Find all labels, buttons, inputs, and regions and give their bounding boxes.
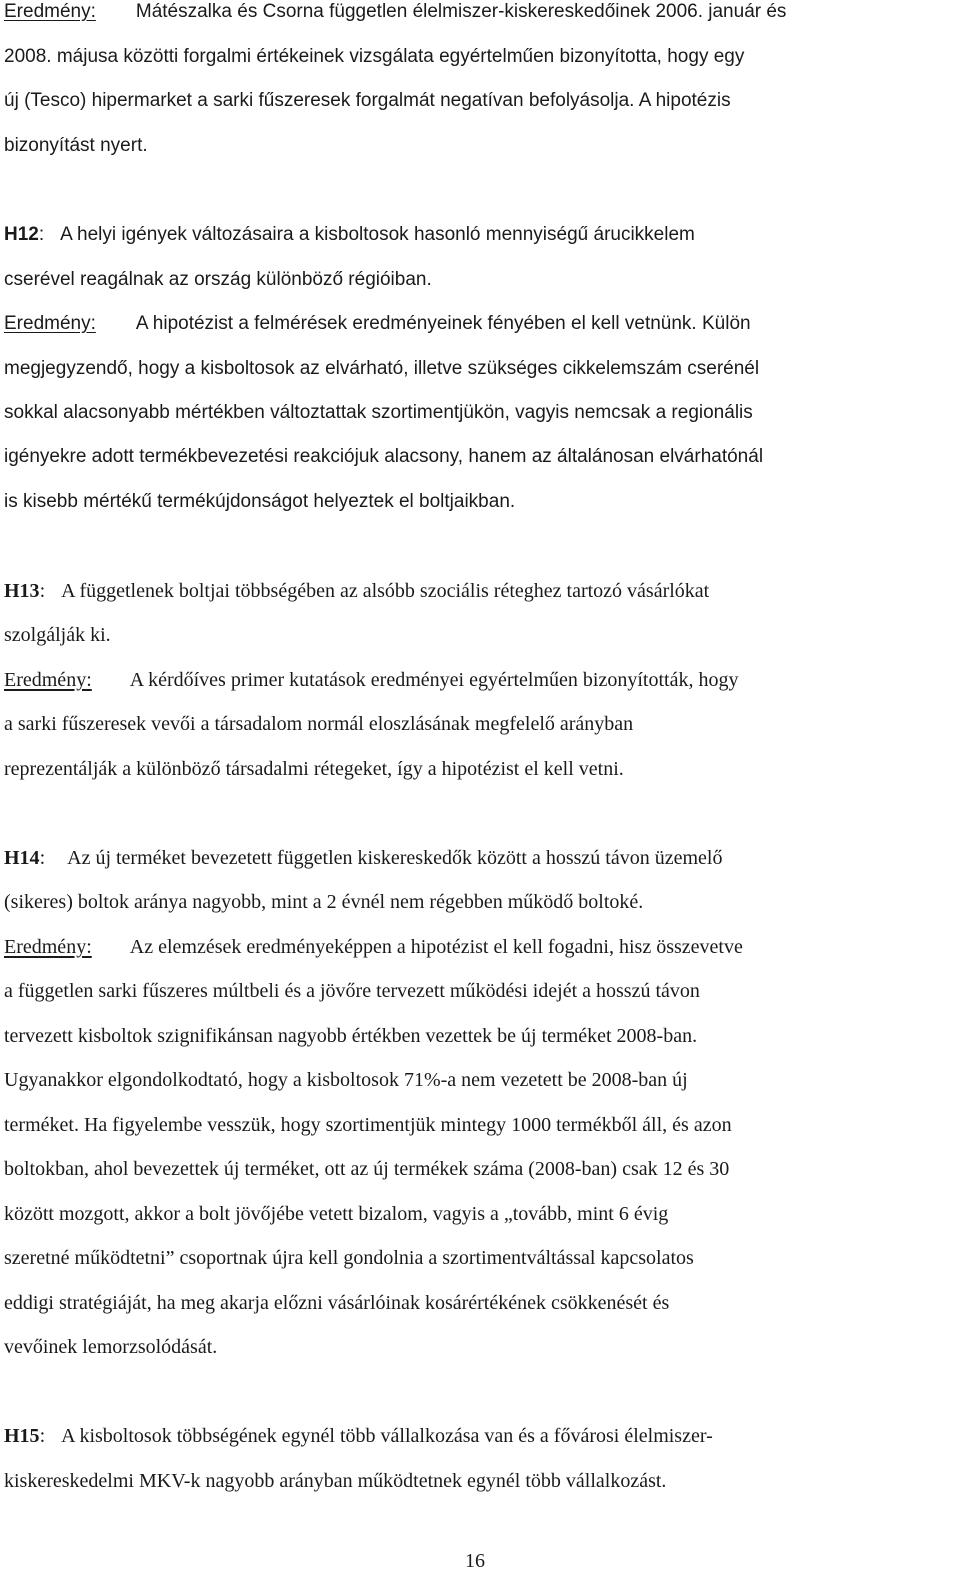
hypothesis-code: H12: [4, 224, 39, 245]
body-line: tervezett kisboltok szignifikánsan nagyobb értékben vezettek be új terméket 2008-ban.: [4, 1025, 698, 1047]
result-text: Mátészalka és Csorna független élelmiszer-kiskereskedőinek 2006. január és: [135, 1, 787, 22]
result-label: Eredmény:: [4, 1, 96, 22]
body-line: szolgálják ki.: [4, 624, 111, 646]
body-line: sokkal alacsonyabb mértékben változtattak szortimentjükön, vagyis nemcsak a regionális: [4, 402, 753, 423]
hypothesis-text: A függetlenek boltjai többségében az alsóbb szociális réteghez tartozó vásárlókat: [61, 580, 710, 602]
result-text: A hipotézist a felmérések eredményeinek fényében el kell vetnünk. Külön: [135, 313, 751, 334]
result-text: A kérdőíves primer kutatások eredményei egyértelműen bizonyították, hogy: [129, 669, 739, 691]
result-label: Eredmény:: [4, 936, 92, 958]
body-line: között mozgott, akkor a bolt jövőjébe vetett bizalom, vagyis a „tovább, mint 6 évig: [4, 1203, 669, 1225]
body-line: boltokban, ahol bevezettek új terméket, ott az új termékek száma (2008-ban) csak 12 és 30: [4, 1158, 730, 1180]
hypothesis-code: H15: [4, 1425, 40, 1447]
body-line: bizonyítást nyert.: [4, 135, 148, 156]
hypothesis-code: H14: [4, 847, 40, 869]
body-line: terméket. Ha figyelembe vesszük, hogy szortimentjük mintegy 1000 termékből áll, és azon: [4, 1114, 732, 1136]
hypothesis-text: A helyi igények változásaira a kisboltosok hasonló mennyiségű árucikkelem: [60, 224, 695, 245]
hypothesis-colon: :: [39, 580, 46, 602]
result-label: Eredmény:: [4, 313, 96, 334]
hypothesis-text: A kisboltosok többségének egynél több vállalkozása van és a fővárosi élelmiszer-: [61, 1425, 713, 1447]
body-line: reprezentálják a különböző társadalmi rétegeket, így a hipotézist el kell vetni.: [4, 758, 624, 780]
page-number: 16: [465, 1550, 485, 1572]
result-text: Az elemzések eredményeképpen a hipotézist el kell fogadni, hisz összevetve: [129, 936, 743, 958]
body-line: is kisebb mértékű termékújdonságot helyeztek el boltjaikban.: [4, 491, 516, 512]
hypothesis-h13: [4, 579, 946, 603]
body-line: Ugyanakkor elgondolkodtató, hogy a kisboltosok 71%-a nem vezetett be 2008-ban új: [4, 1069, 688, 1091]
body-line: új (Tesco) hipermarket a sarki fűszeresek forgalmát negatívan befolyásolja. A hipotézis: [4, 90, 731, 111]
result-line: [4, 0, 946, 24]
body-line: (sikeres) boltok aránya nagyobb, mint a 2 évnél nem régebben működő boltoké.: [4, 891, 644, 913]
body-line: a független sarki fűszeres múltbeli és a jövőre tervezett működési idejét a hosszú távon: [4, 980, 700, 1002]
hypothesis-colon: :: [38, 224, 45, 245]
body-line: vevőinek lemorzsolódását.: [4, 1336, 218, 1358]
result-line: [4, 668, 946, 692]
body-line: cserével reagálnak az ország különböző régióiban.: [4, 269, 432, 290]
hypothesis-h12: [4, 223, 946, 247]
hypothesis-colon: :: [39, 847, 46, 869]
body-line: igényekre adott termékbevezetési reakciójuk alacsony, hanem az általánosan elvárhatónál: [4, 446, 764, 467]
hypothesis-h15: [4, 1424, 946, 1448]
result-line: [4, 935, 946, 959]
hypothesis-code: H13: [4, 580, 40, 602]
hypothesis-h14: [4, 846, 946, 870]
body-line: eddigi stratégiáját, ha meg akarja előzni vásárlóinak kosárértékének csökkenését és: [4, 1292, 670, 1314]
hypothesis-text: Az új terméket bevezetett független kiskereskedők között a hosszú távon üzemelő: [67, 847, 723, 869]
result-line: [4, 312, 946, 336]
body-line: a sarki fűszeresek vevői a társadalom normál eloszlásának megfelelő arányban: [4, 713, 634, 735]
body-line: 2008. májusa közötti forgalmi értékeinek vizsgálata egyértelműen bizonyította, hogy egy: [4, 46, 745, 67]
hypothesis-colon: :: [39, 1425, 46, 1447]
result-label: Eredmény:: [4, 669, 92, 691]
body-line: szeretné működtetni” csoportnak újra kell gondolnia a szortimentváltással kapcsolatos: [4, 1247, 694, 1269]
body-line: megjegyzendő, hogy a kisboltosok az elvárható, illetve szükséges cikkelemszám cserénél: [4, 358, 760, 379]
body-line: kiskereskedelmi MKV-k nagyobb arányban működtetnek egynél több vállalkozást.: [4, 1470, 667, 1492]
